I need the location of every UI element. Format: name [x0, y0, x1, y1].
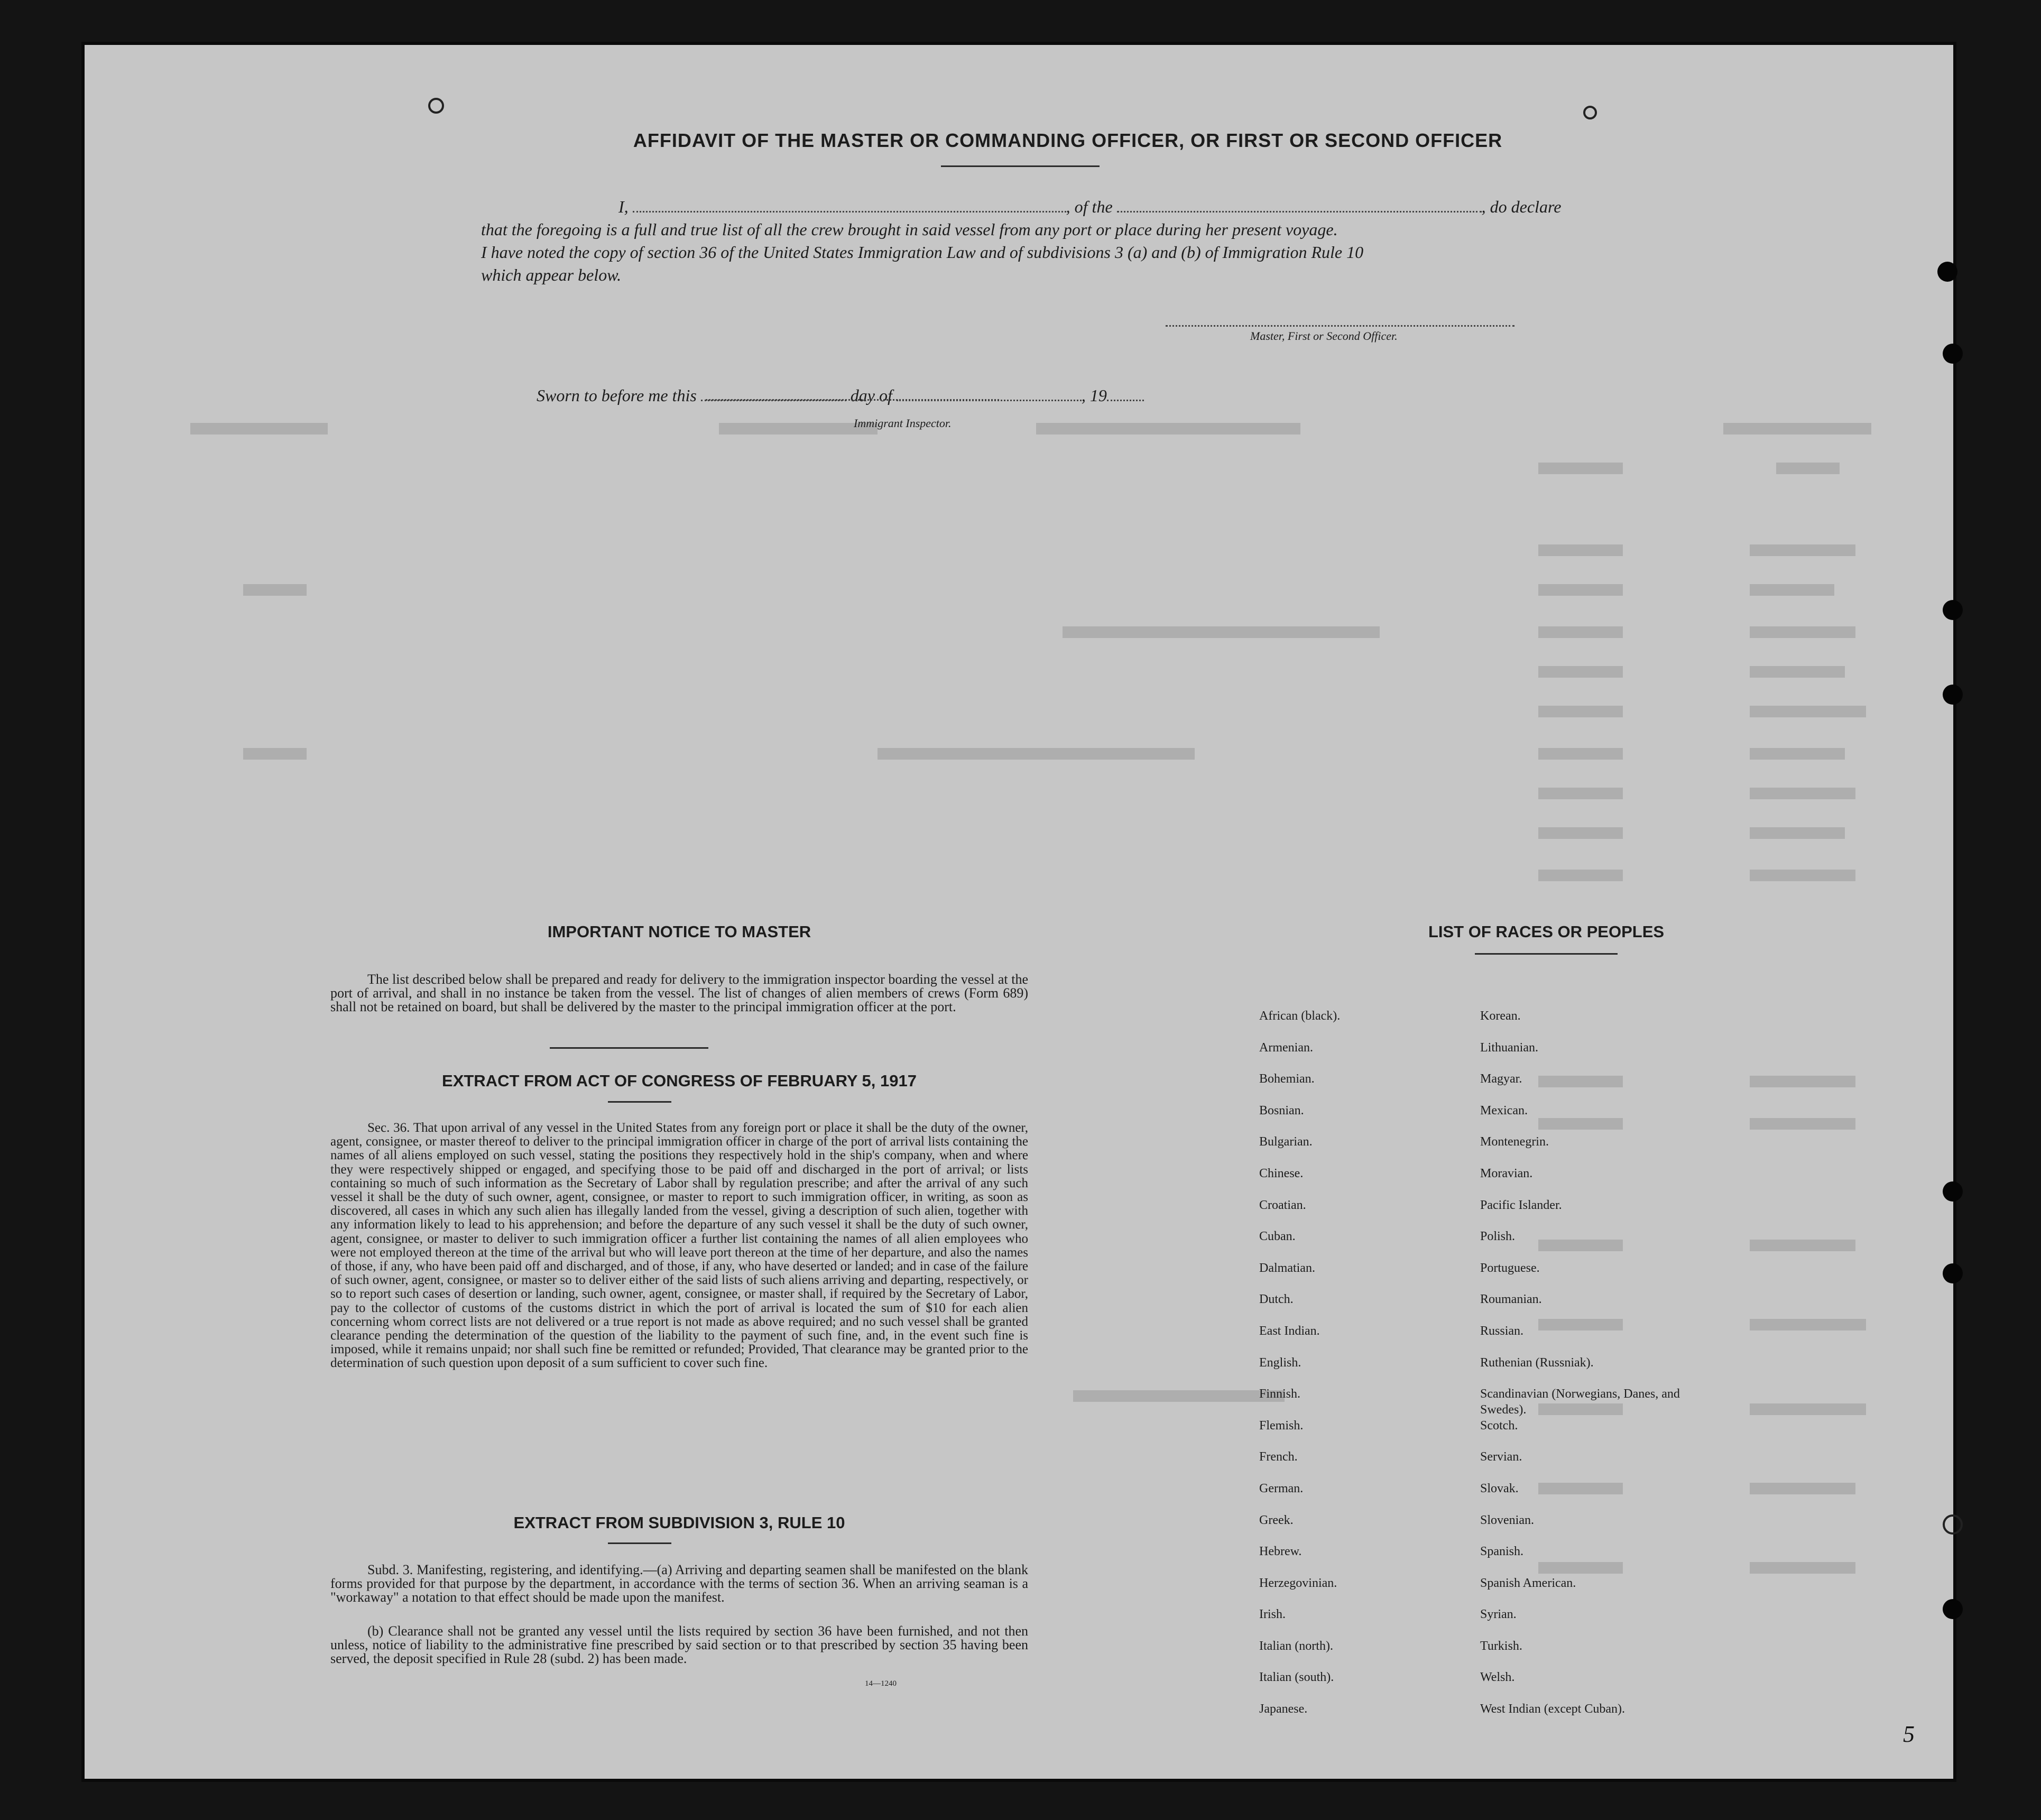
race-item: Bulgarian.	[1259, 1135, 1313, 1149]
vessel-name-blank	[1117, 198, 1482, 213]
declaration-do-declare: , do declare	[1481, 197, 1562, 216]
race-item: Bosnian.	[1259, 1103, 1304, 1117]
binder-hole	[1937, 262, 1957, 282]
binder-hole	[1943, 600, 1963, 620]
race-item: Japanese.	[1259, 1702, 1308, 1716]
race-item: Dalmatian.	[1259, 1261, 1315, 1275]
race-item: Scotch.	[1480, 1418, 1518, 1433]
race-item: Chinese.	[1259, 1166, 1304, 1180]
declaration-line-2: that the foregoing is a full and true list of all the crew brought in said vessel from any port or place during her present voyage.	[481, 220, 1338, 239]
race-item: Hebrew.	[1259, 1545, 1302, 1559]
race-item: Greek.	[1259, 1513, 1294, 1527]
race-item: Turkish.	[1480, 1639, 1522, 1653]
race-item: Flemish.	[1259, 1418, 1304, 1433]
inspector-caption: Immigrant Inspector.	[854, 417, 952, 430]
race-item: Italian (north).	[1259, 1639, 1333, 1653]
race-item: Roumanian.	[1480, 1292, 1542, 1307]
race-item: Servian.	[1480, 1450, 1522, 1464]
race-item: Portuguese.	[1480, 1261, 1540, 1275]
declaration-line-4: which appear below.	[481, 265, 622, 284]
race-item: African (black).	[1259, 1009, 1341, 1023]
rule-paragraph-a: Subd. 3. Manifesting, registering, and identifying.—(a) Arriving and departing seamen shall be manifested on the blank forms provided for that purpose by the department, in accordance with the terms of section 36. When an arriving seaman is a "workaway" a notation to that effect should be made upon the manifest.	[330, 1562, 1028, 1605]
race-item: Pacific Islander.	[1480, 1198, 1562, 1212]
race-item: Herzegovinian.	[1259, 1576, 1337, 1590]
rule-paragraph-b: (b) Clearance shall not be granted any vessel until the lists required by section 36 have been furnished, and not then unless, notice of liability to the administrative fine prescribed by said section or to that prescribed by section 35 having been served, the deposit specified in Rule 28 (subd. 2) has been made.	[330, 1623, 1028, 1666]
race-item: Irish.	[1259, 1607, 1286, 1622]
race-item: Magyar.	[1480, 1072, 1522, 1086]
race-item: French.	[1259, 1450, 1298, 1464]
form-number: 14—1240	[865, 1679, 897, 1688]
sworn-year-label: , 19	[1081, 386, 1107, 405]
title-divider	[941, 165, 1100, 167]
race-item: Lithuanian.	[1480, 1040, 1538, 1055]
race-item: Korean.	[1480, 1009, 1521, 1023]
races-heading: LIST OF RACES OR PEOPLES	[1428, 922, 1665, 941]
officer-signature-line	[1166, 325, 1514, 327]
binder-hole	[1943, 1514, 1963, 1535]
sworn-statement	[537, 386, 1144, 405]
race-item: Mexican.	[1480, 1103, 1528, 1117]
race-item: English.	[1259, 1355, 1301, 1370]
race-item: German.	[1259, 1481, 1304, 1495]
document-page	[85, 45, 1953, 1779]
sworn-year-blank	[1107, 387, 1144, 401]
act-heading: EXTRACT FROM ACT OF CONGRESS OF FEBRUARY 5, 1917	[442, 1071, 917, 1090]
sworn-day-label: day of	[850, 386, 892, 405]
binder-hole	[1943, 1263, 1963, 1283]
race-item: Dutch.	[1259, 1292, 1294, 1307]
notice-body: The list described below shall be prepared and ready for delivery to the immigration inspector boarding the vessel at the port of arrival, and shall in no instance be taken from the vessel. The list of changes of alien members of crews (Form 689) shall not be retained on board, but shall be delivered by the master to the principal immigration officer at the port.	[330, 972, 1028, 1014]
officer-name-blank	[633, 198, 1066, 213]
race-item: West Indian (except Cuban).	[1480, 1702, 1625, 1716]
punch-hole	[1583, 106, 1597, 119]
declaration-of-the: , of the	[1066, 197, 1113, 216]
sworn-label: Sworn to before me this	[537, 386, 697, 405]
race-item: Finnish.	[1259, 1387, 1301, 1401]
binder-hole	[1943, 1181, 1963, 1202]
race-item: Ruthenian (Russniak).	[1480, 1355, 1594, 1370]
rule-divider	[608, 1542, 671, 1544]
race-item: Bohemian.	[1259, 1072, 1315, 1086]
binder-hole	[1943, 685, 1963, 705]
race-item: Polish.	[1480, 1230, 1516, 1244]
race-item: Cuban.	[1259, 1230, 1296, 1244]
races-right-column	[1480, 1008, 1681, 1733]
race-item: Syrian.	[1480, 1607, 1517, 1622]
declaration-line-3: I have noted the copy of section 36 of the United States Immigration Law and of subdivisions 3 (a) and (b) of Immigration Rule 10	[481, 243, 1364, 262]
races-divider	[1475, 953, 1618, 955]
handwritten-page-mark: 5	[1903, 1721, 1915, 1747]
race-item: Slovak.	[1480, 1481, 1519, 1495]
rule-heading: EXTRACT FROM SUBDIVISION 3, RULE 10	[513, 1513, 845, 1532]
punch-hole	[428, 98, 444, 114]
races-left-column	[1259, 1008, 1340, 1733]
inspector-signature-line	[706, 399, 999, 401]
race-item: Russian.	[1480, 1324, 1524, 1338]
race-item: Moravian.	[1480, 1166, 1533, 1180]
affidavit-title: AFFIDAVIT OF THE MASTER OR COMMANDING OFFICER, OR FIRST OR SECOND OFFICER	[633, 130, 1503, 151]
race-item: Spanish American.	[1480, 1576, 1576, 1590]
race-item: Slovenian.	[1480, 1513, 1534, 1527]
act-section-36: Sec. 36. That upon arrival of any vessel in the United States from any foreign port or place it shall be the duty of the owner, agent, consignee, or master thereof to deliver to the principal immigration officer in charge of the port of arrival lists containing the names of all aliens employed on such vessel, stating the positions they respectively hold in the ship's company, when and where they were respectively shipped or engaged, and specifying those to be paid off and discharged in the port of arrival; or lists containing so much of such information as the Secretary of Labor shall by regulation prescribe; and after the arrival of any such vessel it shall be the duty of such owner, agent, consignee, or master to report to such immigration officer, in writing, as soon as discovered, all cases in which any such alien has illegally landed from the vessel, giving a description of such alien, together with any information likely to lead to his apprehension; and before the departure of any such vessel it shall be the duty of such owner, agent, consignee, or master to deliver to such immigration officer a further list containing the names of all alien employees who were not employed thereon at the time of the arrival but who will leave port thereon at the time of her departure, and also the names of those, if any, who have been paid off and discharged, and of those, if any, who have deserted or landed; and in case of the failure of such owner, agent, consignee, or master so to deliver either of the said lists of such aliens arriving and departing, respectively, or so to report such cases of desertion or landing, such owner, agent, consignee, or master shall, if required by the Secretary of Labor, pay to the collector of customs of the customs district in which the port of arrival is located the sum of $10 for each alien concerning whom correct lists are not delivered or a true report is not made as above required; and no such vessel shall be granted clearance pending the determination of the question of the liability to the payment of such fine, and, in the event such fine is imposed, while it remains unpaid; nor shall such fine be remitted or refunded; Provided, That clearance may be granted prior to the determination of such question upon deposit of a sum sufficient to cover such fine.	[330, 1121, 1028, 1371]
notice-divider	[550, 1047, 708, 1049]
affidavit-declaration	[481, 196, 1633, 287]
race-item: Welsh.	[1480, 1670, 1515, 1685]
race-item: Italian (south).	[1259, 1670, 1334, 1685]
race-item: Spanish.	[1480, 1545, 1524, 1559]
binder-hole	[1943, 1599, 1963, 1619]
binder-hole	[1943, 344, 1963, 364]
race-item: Croatian.	[1259, 1198, 1306, 1212]
notice-heading: IMPORTANT NOTICE TO MASTER	[547, 922, 811, 941]
officer-signature-caption: Master, First or Second Officer.	[1250, 329, 1398, 343]
race-item: Montenegrin.	[1480, 1135, 1549, 1149]
race-item: East Indian.	[1259, 1324, 1320, 1338]
declaration-i: I,	[618, 197, 629, 216]
act-divider	[608, 1101, 671, 1103]
race-item: Scandinavian (Norwegians, Danes, and Swedes).	[1480, 1387, 1680, 1417]
race-item: Armenian.	[1259, 1040, 1313, 1055]
